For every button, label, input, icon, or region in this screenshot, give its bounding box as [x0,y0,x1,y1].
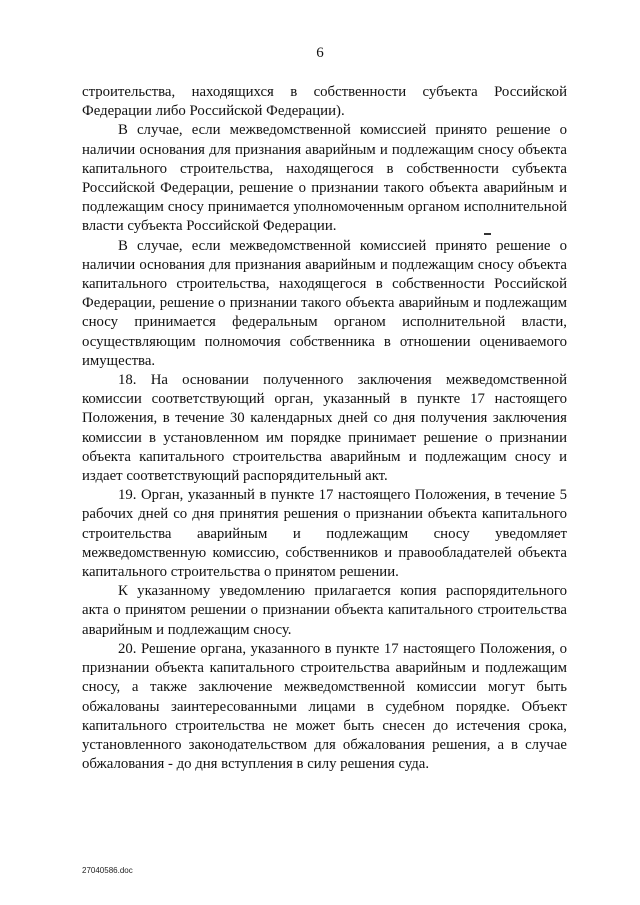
paragraph-item-18: 18. На основании полученного заключения межведомственной комиссии соответствующий орган, указанный в пункте 17 настоящего Положения, в течение 30 календарных дней со дня получения заключения комиссии в установленном им порядке принимает решение о признании объекта капитального строительства аварийным и подлежащим сносу и издает соответствующий распорядительный акт. [82,372,567,485]
paragraph-regional-decision: В случае, если межведомственной комиссией принято решение о наличии основания для признания аварийным и подлежащим сносу объекта капитального строительства, находящегося в собственности субъекта Российской Федерации, решение о признании такого объекта аварийным и подлежащим сносу принимается уполномоченным органом исполнительной власти субъекта Российской Федерации. [82,122,567,235]
document-body [82,83,567,774]
paragraph-notice-attachment: К указанному уведомлению прилагается копия распорядительного акта о принятом решении о признании объекта капитального строительства аварийным и подлежащим сносу. [82,583,567,638]
page-number: 6 [316,45,324,61]
scan-mark [484,233,491,235]
paragraph-federal-decision: В случае, если межведомственной комиссией принято решение о наличии основания для признания аварийным и подлежащим сносу объекта капитального строительства, находящегося в собственности Российской Федерации, решение о признании такого объекта аварийным и подлежащим сносу принимается федеральным органом исполнительной власти, осуществляющим полномочия собственника в отношении оцениваемого имущества. [82,237,567,369]
paragraph-item-19: 19. Орган, указанный в пункте 17 настоящего Положения, в течение 5 рабочих дней со дня принятия решения о признании объекта капитального строительства аварийным и подлежащим сносу уведомляет межведомственную комиссию, собственников и правообладателей объекта капитального строительства о принятом решении. [82,487,567,581]
paragraph-item-20: 20. Решение органа, указанного в пункте 17 настоящего Положения, о признании объекта капитального строительства аварийным и подлежащим сносу, а также заключение межведомственной комиссии могут быть обжалованы заинтересованными лицами в судебном порядке. Объект капитального строительства не может быть снесен до истечения срока, установленного законодательством для обжалования решения, а в случае обжалования - до дня вступления в силу решения суда. [82,640,567,773]
footer-filename: 27040586.doc [82,866,133,875]
paragraph-continuation: строительства, находящихся в собственности субъекта Российской Федерации либо Российской Федерации). [82,84,567,120]
